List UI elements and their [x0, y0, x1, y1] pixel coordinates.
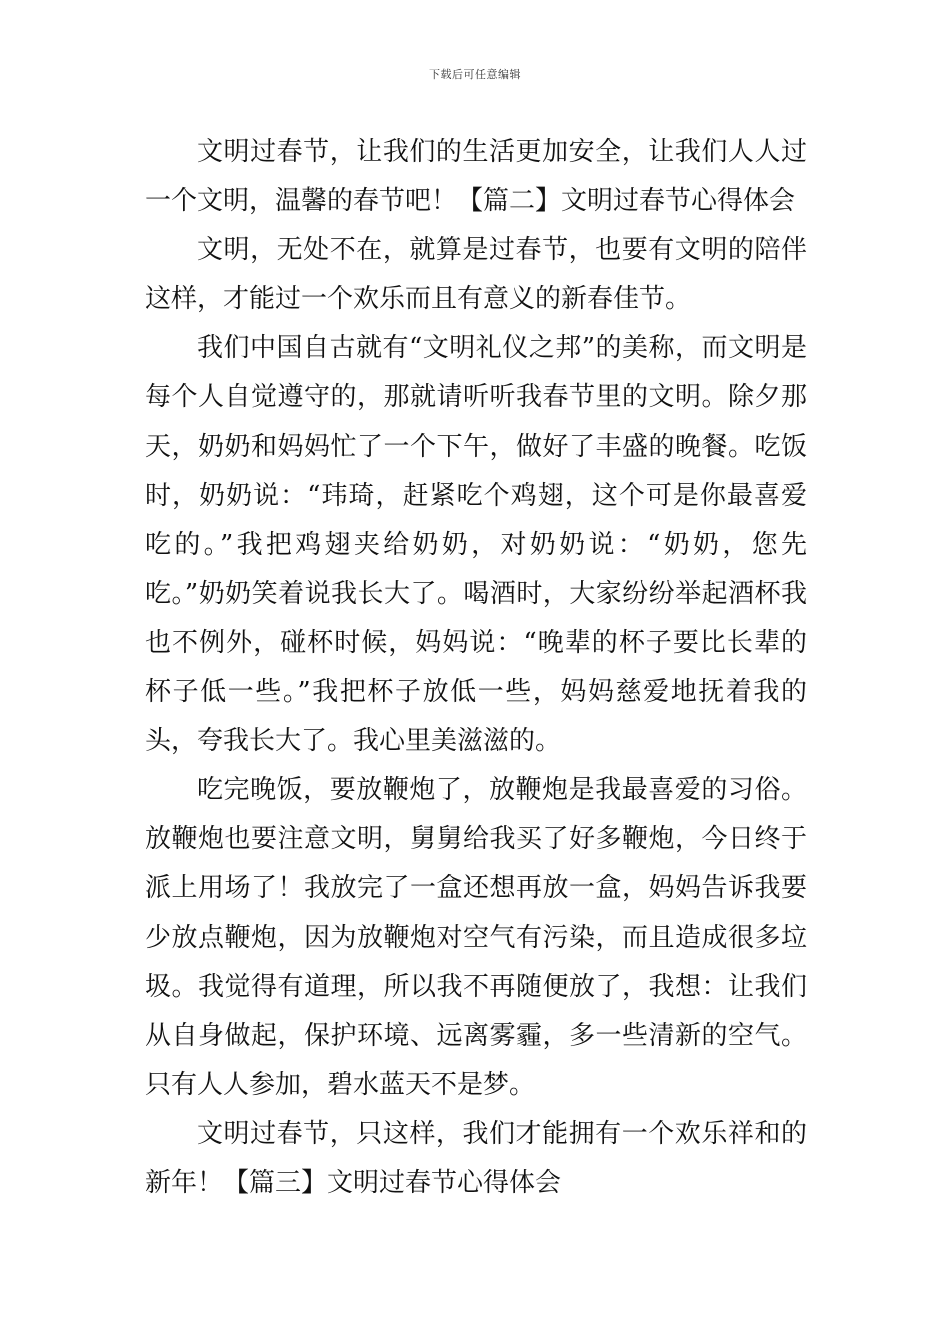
- paragraph-5: 文明过春节，只这样，我们才能拥有一个欢乐祥和的新年！【篇三】文明过春节心得体会: [145, 1118, 807, 1198]
- paragraph-4: 吃完晚饭，要放鞭炮了，放鞭炮是我最喜爱的习俗。放鞭炮也要注意文明，舅舅给我买了好多鞭炮，今日终于派上用场了！我放完了一盒还想再放一盒，妈妈告诉我要少放点鞭炮，因为放鞭炮对空气有污染，而且造成很多垃圾。我觉得有道理，所以我不再随便放了，我想：让我们从自身做起，保护环境、远离雾霾，多一些清新的空气。只有人人参加，碧水蓝天不是梦。: [145, 775, 807, 1100]
- document-body: [145, 128, 807, 1208]
- header-note: 下载后可任意编辑: [429, 68, 521, 81]
- paragraph-1: 文明过春节，让我们的生活更加安全，让我们人人过一个文明，温馨的春节吧！【篇二】文明过春节心得体会: [145, 137, 807, 217]
- paragraph-2: 文明，无处不在，就算是过春节，也要有文明的陪伴这样，才能过一个欢乐而且有意义的新春佳节。: [145, 235, 807, 315]
- paragraph-3: 我们中国自古就有“文明礼仪之邦”的美称，而文明是每个人自觉遵守的，那就请听听我春节里的文明。除夕那天，奶奶和妈妈忙了一个下午，做好了丰盛的晚餐。吃饭时，奶奶说：“玮琦，赶紧吃个鸡翅，这个可是你最喜爱吃的。”我把鸡翅夹给奶奶，对奶奶说：“奶奶，您先吃。”奶奶笑着说我长大了。喝酒时，大家纷纷举起酒杯我也不例外，碰杯时候，妈妈说：“晚辈的杯子要比长辈的杯子低一些。”我把杯子放低一些，妈妈慈爱地抚着我的头，夸我长大了。我心里美滋滋的。: [145, 333, 807, 757]
